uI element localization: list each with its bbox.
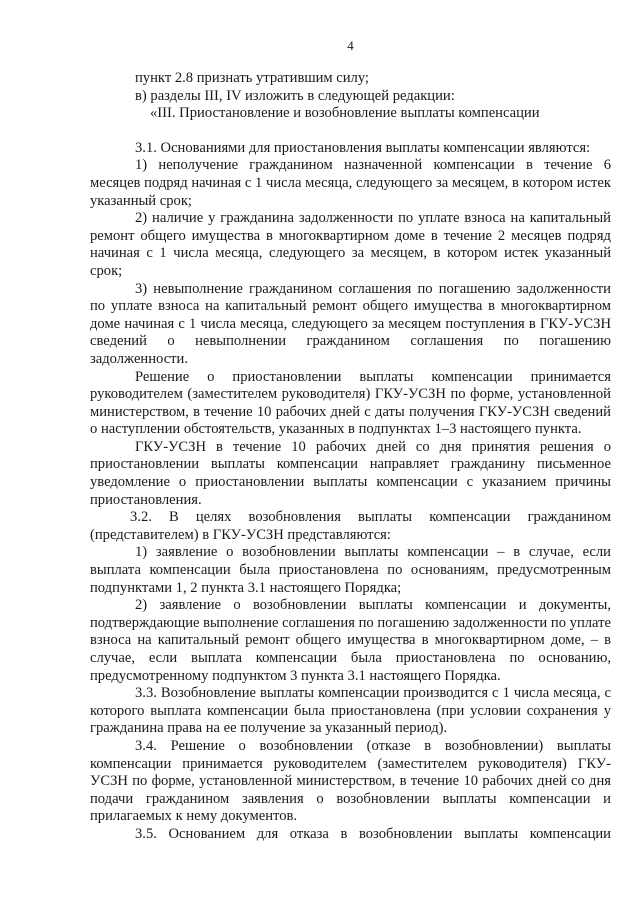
paragraph-3-1: 3.1. Основаниями для приостановления выплаты компенсации являются: xyxy=(135,139,591,156)
paragraph-3-4: 3.4. Решение о возобновлении (отказе в возобновлении) выплаты компенсации принимается руководителем (заместителем руководителя) ГКУ-УСЗН по форме, установленной министерством, в течение 10 рабочих дней со дня подачи гражданином заявления о возобновлении выплаты компенсации и прилагаемых к нему документов. xyxy=(90,737,611,825)
paragraph-3-2: 3.2. В целях возобновления выплаты компенсации гражданином (представителем) в ГКУ-УСЗН представляются: xyxy=(90,509,611,543)
paragraph-3-3: 3.3. Возобновление выплаты компенсации производится с 1 числа месяца, с которого выплата компенсации была приостановлена (при условии сохранения у гражданина права на ее получение за указанный период). xyxy=(90,685,611,737)
paragraph-3-2-item-2: 2) заявление о возобновлении выплаты компенсации и документы, подтверждающие выполнение соглашения по погашению задолженности по уплате взноса на капитальный ремонт общего имущества в многоквартирном доме, – в случае, если выплата компенсации была приостановлена по основанию, предусмотренному подпунктом 3 пункта 3.1 настоящего Порядка. xyxy=(90,597,611,684)
intro-line-1: пункт 2.8 признать утратившим силу; xyxy=(135,70,369,86)
paragraph-3-1-item-3: 3) невыполнение гражданином соглашения по погашению задолженности по уплате взноса на капитальный ремонт общего имущества в многоквартирном доме начиная с 1 числа месяца, следующего за месяцем поступления в ГКУ-УСЗН сведений о невыполнении гражданином соглашения по погашению задолженности. xyxy=(90,280,611,367)
paragraph-3-1-item-1: 1) неполучение гражданином назначенной компенсации в течение 6 месяцев подряд начиная с 1 числа месяца, следующего за месяцем, в котором истек указанный срок; xyxy=(90,157,611,209)
intro-line-2: в) разделы III, IV изложить в следующей редакции: xyxy=(135,87,455,104)
page-number: 4 xyxy=(347,38,354,53)
paragraph-3-2-item-1: 1) заявление о возобновлении выплаты компенсации – в случае, если выплата компенсации была приостановлена по основаниям, предусмотренным подпунктами 1, 2 пункта 3.1 настоящего Порядка; xyxy=(90,544,611,596)
spacer xyxy=(90,123,611,140)
section-heading: «III. Приостановление и возобновление выплаты компенсации xyxy=(150,105,540,122)
paragraph-3-1-item-2: 2) наличие у гражданина задолженности по уплате взноса на капитальный ремонт общего имущества в многоквартирном доме в течение 2 месяцев подряд начиная с 1 числа месяца, следующего за месяцем, в котором истек указанный срок; xyxy=(90,210,611,279)
paragraph-suspension-decision: Решение о приостановлении выплаты компенсации принимается руководителем (заместителем руководителя) ГКУ-УСЗН по форме, установленной министерством, в течение 10 рабочих дней с даты получения ГКУ-УСЗН сведений о наступлении обстоятельств, указанных в подпунктах 1–3 настоящего пункта. xyxy=(90,368,611,438)
paragraph-3-5: 3.5. Основанием для отказа в возобновлении выплаты компенсации xyxy=(135,825,611,842)
paragraph-suspension-notice: ГКУ-УСЗН в течение 10 рабочих дней со дня принятия решения о приостановлении выплаты компенсации направляет гражданину письменное уведомление о приостановлении выплаты компенсации с указанием причины приостановления. xyxy=(90,438,611,508)
